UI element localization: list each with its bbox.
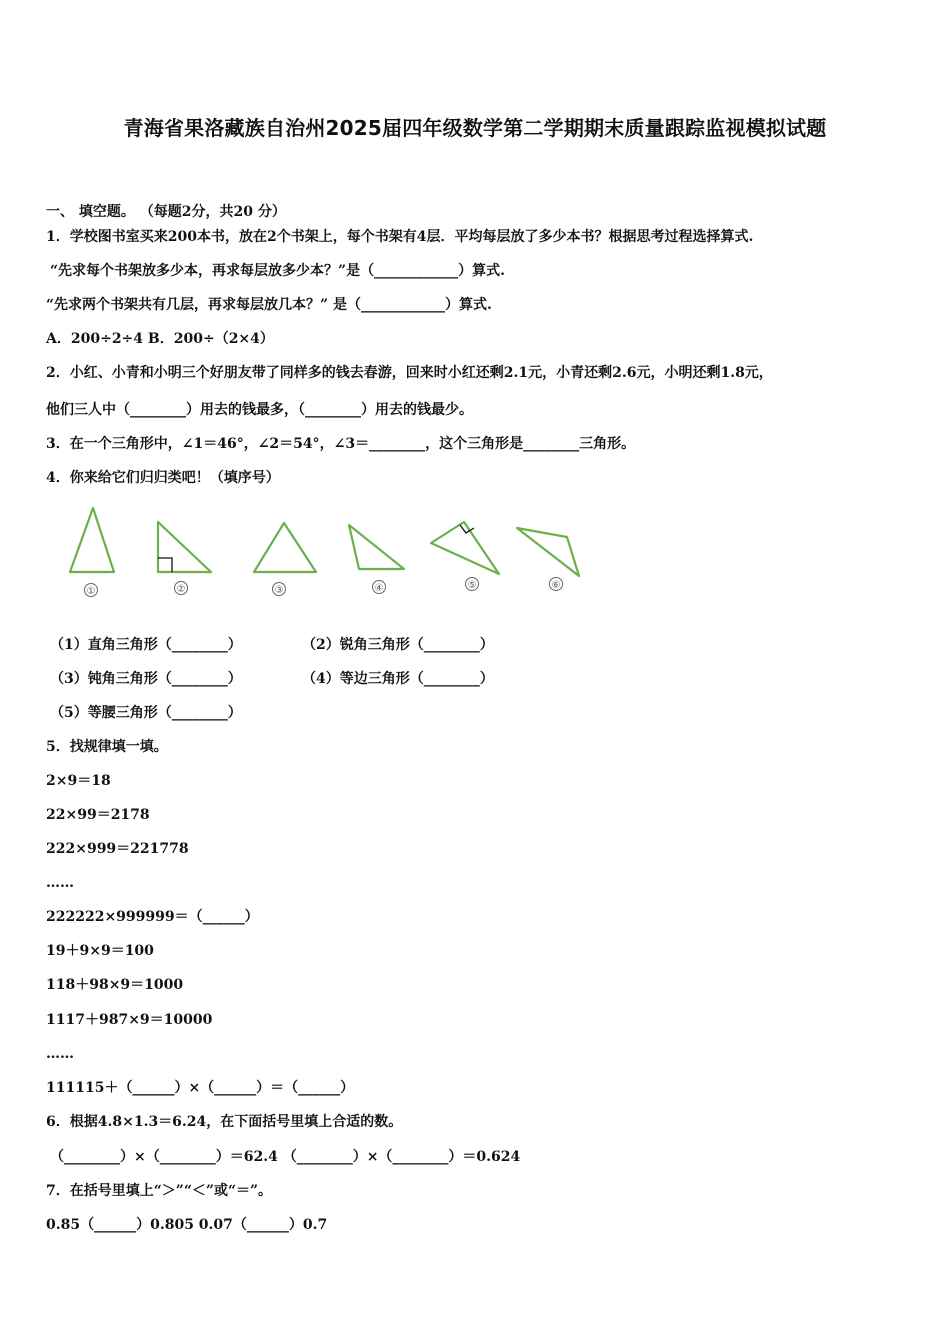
triangles-figure bbox=[60, 500, 600, 604]
q4-answer-4: （4）等边三角形（________） bbox=[302, 671, 494, 687]
shape-label-4: ④ bbox=[374, 583, 384, 594]
page-title: 青海省果洛藏族自治州2025届四年级数学第二学期期末质量跟踪监视模拟试题 bbox=[123, 116, 827, 140]
q1-line2: “先求两个书架共有几层，再求每层放几本？” 是（____________）算式. bbox=[46, 297, 492, 313]
triangle-6 bbox=[517, 528, 579, 576]
q1-stem: 1．学校图书室买来200本书，放在2个书架上，每个书架有4层．平均每层放了多少本书？根据思考过程选择算式. bbox=[46, 229, 754, 245]
q7-stem: 7．在括号里填上“＞”“＜”或“＝”。 bbox=[46, 1183, 273, 1199]
q1-line1: “先求每个书架放多少本，再求每层放多少本？”是（____________）算式. bbox=[50, 263, 505, 279]
q4-answer-2: （2）锐角三角形（________） bbox=[302, 637, 494, 653]
q7-line1: 0.85（______）0.805 0.07（______）0.7 bbox=[46, 1217, 328, 1233]
q5-line: 111115＋（______）×（______）＝（______） bbox=[46, 1080, 355, 1096]
q4-answer-1: （1）直角三角形（________） bbox=[50, 637, 242, 653]
q2-line1: 他们三人中（________）用去的钱最多，（________）用去的钱最少。 bbox=[46, 402, 473, 418]
q4-answer-3: （3）钝角三角形（________） bbox=[50, 671, 242, 687]
q5-line: 2×9＝18 bbox=[46, 773, 111, 789]
q2-stem: 2．小红、小青和小明三个好朋友带了同样多的钱去春游，回来时小红还剩2.1元，小青还剩2.6元，小明还剩1.8元， bbox=[46, 365, 773, 381]
triangle-5 bbox=[431, 522, 499, 574]
q6-line1: （________）×（________）＝62.4 （________）×（________）＝0.624 bbox=[50, 1149, 521, 1165]
triangle-4 bbox=[349, 525, 404, 569]
q5-line: …… bbox=[46, 1046, 74, 1062]
q5-line: …… bbox=[46, 875, 74, 891]
q4-answer-5: （5）等腰三角形（________） bbox=[50, 705, 242, 721]
q5-stem: 5．找规律填一填。 bbox=[46, 739, 168, 755]
q5-line: 118＋98×9＝1000 bbox=[46, 977, 184, 993]
q6-stem: 6．根据4.8×1.3＝6.24，在下面括号里填上合适的数。 bbox=[46, 1114, 403, 1130]
q5-line: 22×99＝2178 bbox=[46, 807, 150, 823]
triangle-2 bbox=[158, 522, 211, 572]
q5-line: 222222×999999＝（______） bbox=[46, 909, 259, 925]
q3-stem: 3．在一个三角形中，∠1＝46°，∠2＝54°，∠3＝________，这个三角形是________三角形。 bbox=[46, 436, 636, 452]
q5-line: 19＋9×9＝100 bbox=[46, 943, 154, 959]
q5-line: 1117＋987×9＝10000 bbox=[46, 1012, 213, 1028]
shape-label-5: ⑤ bbox=[467, 580, 477, 591]
q5-line: 222×999＝221778 bbox=[46, 841, 189, 857]
section-heading: 一、 填空题。 （每题2分，共20 分） bbox=[46, 204, 286, 220]
shape-label-6: ⑥ bbox=[551, 580, 561, 591]
triangle-3 bbox=[254, 523, 316, 572]
shape-label-2: ② bbox=[176, 584, 186, 595]
shape-label-1: ① bbox=[86, 586, 96, 597]
right-angle-mark-2 bbox=[158, 558, 172, 572]
triangle-1 bbox=[70, 508, 114, 572]
q4-stem: 4．你来给它们归归类吧！（填序号） bbox=[46, 470, 280, 486]
q1-options: A．200÷2÷4 B．200÷（2×4） bbox=[46, 331, 274, 347]
shape-label-3: ③ bbox=[274, 585, 284, 596]
